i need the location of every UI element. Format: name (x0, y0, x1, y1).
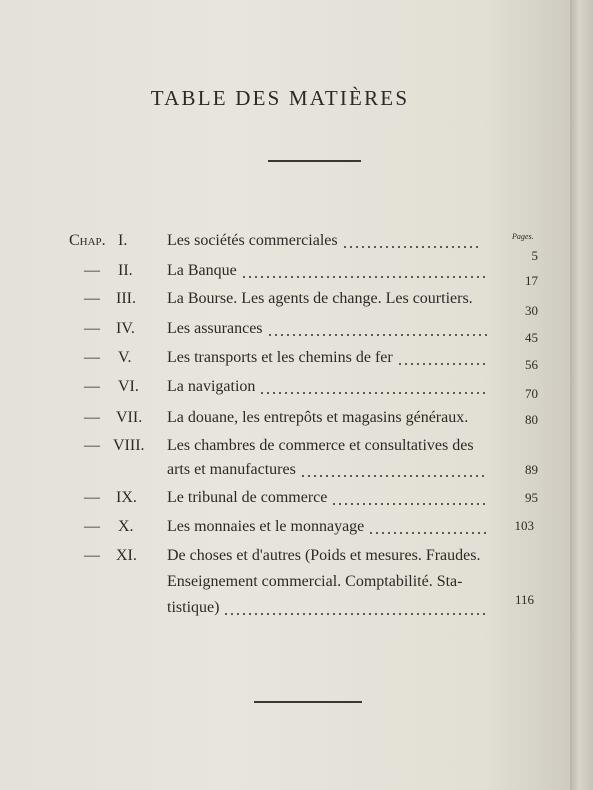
chapter-title: La Bourse. Les agents de change. Les courtiers. (167, 290, 473, 307)
page-number: 103 (514, 518, 534, 533)
toc-line (0, 262, 560, 286)
page-number: 5 (531, 248, 538, 263)
chapter-title: De choses et d'autres (Poids et mesures. Fraudes. (167, 547, 481, 564)
page-number: 95 (525, 490, 538, 505)
leader-dots (342, 245, 480, 249)
leader-dots (241, 275, 488, 279)
chapter-title: La douane, les entrepôts et magasins généraux. (167, 409, 469, 426)
ditto-dash: — (84, 489, 100, 506)
toc-line (0, 409, 560, 433)
toc-line (0, 547, 560, 571)
toc-line (0, 573, 560, 597)
toc-line (0, 437, 560, 461)
ditto-dash: — (84, 547, 100, 564)
leader-dots (223, 612, 488, 616)
ditto-dash: — (84, 320, 100, 337)
page-number: 80 (525, 412, 538, 427)
chapter-title: Enseignement commercial. Comptabilité. Sta- (167, 573, 463, 590)
toc-line (0, 349, 560, 373)
toc-line (0, 461, 560, 485)
ditto-dash: — (84, 518, 100, 535)
ditto-dash: — (84, 437, 100, 454)
toc-line (0, 378, 560, 402)
chapter-number: XI. (116, 547, 137, 564)
page-number: 30 (525, 303, 538, 318)
toc-line (0, 320, 560, 344)
page-number: 70 (525, 386, 538, 401)
chapter-number: VII. (116, 409, 143, 426)
chapter-number: I. (118, 232, 128, 249)
page-edge (570, 0, 593, 790)
toc-line (0, 518, 560, 542)
ditto-dash: — (84, 349, 100, 366)
title-rule (268, 160, 361, 162)
chapter-number: X. (118, 518, 134, 535)
chapter-number: VIII. (113, 437, 145, 454)
chapter-title: Les assurances (167, 320, 263, 337)
chapter-number: II. (118, 262, 133, 279)
page-number: 56 (525, 357, 538, 372)
chapter-number: III. (116, 290, 136, 307)
chapter-number: IX. (116, 489, 137, 506)
toc-line (0, 489, 560, 513)
page-title: TABLE DES MATIÈRES (150, 86, 410, 110)
leader-dots (368, 531, 488, 535)
ditto-dash: — (84, 262, 100, 279)
chapter-title: La Banque (167, 262, 237, 279)
chapter-title: Les sociétés commerciales (167, 232, 338, 249)
ditto-dash: — (84, 290, 100, 307)
toc-line (0, 290, 560, 314)
page-number: 17 (525, 273, 538, 288)
leader-dots (331, 502, 488, 506)
chapter-title: La navigation (167, 378, 256, 395)
chapter-number: VI. (118, 378, 139, 395)
chapter-number: IV. (116, 320, 135, 337)
ditto-dash: — (84, 378, 100, 395)
chapter-title: arts et manufactures (167, 461, 296, 478)
chapter-number: V. (118, 349, 132, 366)
leader-dots (397, 362, 488, 366)
chapter-title: Les chambres de commerce et consultatives des (167, 437, 474, 454)
ditto-dash: — (84, 409, 100, 426)
closing-rule (254, 701, 362, 703)
page-number: 89 (525, 462, 538, 477)
toc-line (0, 599, 560, 623)
pages-column-header: Pages. (512, 232, 534, 241)
chapter-title: Les transports et les chemins de fer (167, 349, 393, 366)
leader-dots (267, 333, 488, 337)
leader-dots (259, 391, 488, 395)
page-number: 116 (514, 592, 534, 607)
page-number: 45 (525, 330, 538, 345)
chapter-title: Le tribunal de commerce (167, 489, 328, 506)
chapter-title: tistique) (167, 599, 220, 616)
toc-line (0, 232, 560, 256)
chapter-title: Les monnaies et le monnayage (167, 518, 365, 535)
leader-dots (300, 474, 488, 478)
chapter-label: Chap. (69, 232, 106, 249)
